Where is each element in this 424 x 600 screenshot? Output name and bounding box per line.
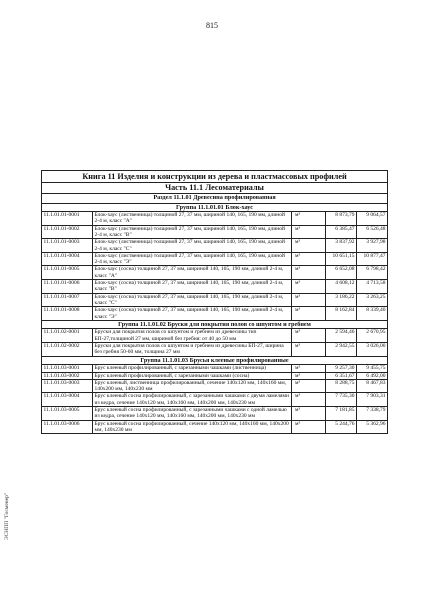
description-cell: Блок-хаус (лиственница) толщиной 27, 37 мм, шириной 140, 165, 190 мм, длиной 2-4 м, класс "В" — [93, 225, 292, 239]
resource-code-cell: 11.1.01.03-0002 — [42, 372, 93, 379]
unit-cell: м³ — [292, 239, 326, 253]
resource-code-cell: 11.1.01.02-0001 — [42, 329, 93, 343]
price-cell: 6 492,00 — [357, 372, 388, 379]
unit-cell: м³ — [292, 252, 326, 266]
description-cell: Блок-хаус (сосна) толщиной 27, 37 мм, шириной 140, 165, 190 мм, длиной 2-4 м, класс "С" — [93, 293, 292, 307]
group-title: Группа 11.1.01.01 Блок-хаус — [42, 203, 388, 212]
description-cell: Брус клееный сосна профилированный, сечение 140х120 мм, 140х160 мм, 140х200 мм, 140х230 мм — [93, 420, 292, 434]
price-cell: 9 455,75 — [357, 365, 388, 372]
unit-cell: м³ — [292, 307, 326, 321]
price-cell: 7 903,31 — [357, 393, 388, 407]
price-cell: 3 837,92 — [326, 239, 357, 253]
group-title-row — [42, 356, 388, 365]
resource-code-cell: 11.1.01.01-0005 — [42, 266, 93, 280]
description-cell: Брус клееный профилированный, с зарезанными чашками (лиственница) — [93, 365, 292, 372]
price-cell: 10 651,15 — [326, 252, 357, 266]
description-cell: Блок-хаус (лиственница) толщиной 27, 37 мм, шириной 140, 165, 190 мм, длиной 2-4 м, класс "А" — [93, 212, 292, 226]
price-cell: 2 670,95 — [357, 329, 388, 343]
table-row — [42, 212, 388, 226]
resource-code-cell: 11.1.01.01-0003 — [42, 239, 93, 253]
resource-code-cell: 11.1.01.03-0004 — [42, 393, 93, 407]
resource-code-cell: 11.1.01.03-0003 — [42, 379, 93, 393]
price-cell: 6 351,67 — [326, 372, 357, 379]
unit-cell: м³ — [292, 293, 326, 307]
resource-code-cell: 11.1.01.01-0002 — [42, 225, 93, 239]
price-cell: 8 873,79 — [326, 212, 357, 226]
price-cell: 7 181,85 — [326, 407, 357, 421]
price-cell: 7 735,30 — [326, 393, 357, 407]
price-cell: 8 339,40 — [357, 307, 388, 321]
price-table-body — [42, 171, 388, 434]
group-title: Группа 11.1.01.02 Бруски для покрытия полов со шпунтом и гребнем — [42, 320, 388, 329]
price-cell: 6 385,47 — [326, 225, 357, 239]
table-row — [42, 379, 388, 393]
description-cell: Блок-хаус (лиственница) толщиной 27, 37 мм, шириной 140, 165, 190 мм, длиной 2-4 м, класс "С" — [93, 239, 292, 253]
book-title: Книга 11 Изделия и конструкции из дерева и пластмассовых профилей — [42, 171, 388, 183]
table-row — [42, 343, 388, 357]
resource-code-cell: 11.1.01.01-0008 — [42, 307, 93, 321]
unit-cell: м³ — [292, 420, 326, 434]
price-cell: 8 288,75 — [326, 379, 357, 393]
description-cell: Брус клееный сосна профилированный, с зарезанными чашками с двумя ламелями из кедра, сечение 140х120 мм, 140х160 мм, 140х200 мм, 140х230 мм — [93, 393, 292, 407]
section-title-row — [42, 194, 388, 204]
unit-cell: м³ — [292, 407, 326, 421]
price-cell: 6 526,48 — [357, 225, 388, 239]
unit-cell: м³ — [292, 379, 326, 393]
table-row — [42, 393, 388, 407]
table-row — [42, 407, 388, 421]
price-cell: 3 026,00 — [357, 343, 388, 357]
resource-code-cell: 11.1.01.01-0001 — [42, 212, 93, 226]
resource-code-cell: 11.1.01.01-0007 — [42, 293, 93, 307]
description-cell: Брус клееный профилированный, с зарезанными чашками (сосна) — [93, 372, 292, 379]
page-number: 815 — [206, 21, 218, 30]
table-row — [42, 329, 388, 343]
price-cell: 3 186,22 — [326, 293, 357, 307]
table-row — [42, 420, 388, 434]
price-cell: 3 263,25 — [357, 293, 388, 307]
part-title: Часть 11.1 Лесоматериалы — [42, 183, 388, 194]
price-cell: 10 877,47 — [357, 252, 388, 266]
unit-cell: м³ — [292, 343, 326, 357]
table-row — [42, 293, 388, 307]
resource-code-cell: 11.1.01.01-0004 — [42, 252, 93, 266]
price-cell: 5 244,76 — [326, 420, 357, 434]
resource-code-cell: 11.1.01.01-0006 — [42, 280, 93, 294]
price-cell: 6 652,08 — [326, 266, 357, 280]
description-cell: Блок-хаус (сосна) толщиной 27, 37 мм, шириной 140, 165, 190 мм, длиной 2-4 м, класс "Э" — [93, 307, 292, 321]
unit-cell: м³ — [292, 280, 326, 294]
table-row — [42, 252, 388, 266]
resource-code-cell: 11.1.01.03-0005 — [42, 407, 93, 421]
description-cell: Брус клееный, лиственница профилированный, сечение 140х120 мм, 140х160 мм, 140х200 мм, 140х230 мм — [93, 379, 292, 393]
price-cell: 4 608,12 — [326, 280, 357, 294]
table-row — [42, 239, 388, 253]
section-title: Раздел 11.1.01 Древесина профилированная — [42, 194, 388, 204]
table-row — [42, 365, 388, 372]
price-cell: 9 064,57 — [357, 212, 388, 226]
unit-cell: м³ — [292, 393, 326, 407]
description-cell: Бруски для покрытия полов со шпунтом и гребнем из древесины тип БП-27,толщиной 27 мм, шириной без гребня: от 40 до 50 мм — [93, 329, 292, 343]
resource-code-cell: 11.1.01.03-0006 — [42, 420, 93, 434]
description-cell: Блок-хаус (сосна) толщиной 27, 37 мм, шириной 140, 165, 190 мм, длиной 2-4 м, класс "А" — [93, 266, 292, 280]
resource-code-cell: 11.1.01.03-0001 — [42, 365, 93, 372]
unit-cell: м³ — [292, 212, 326, 226]
price-cell: 8 162,84 — [326, 307, 357, 321]
unit-cell: м³ — [292, 266, 326, 280]
part-title-row — [42, 183, 388, 194]
description-cell: Брус клееный сосна профилированный, с зарезанными чашками с одной ламелью из кедра, сечение 140х120 мм, 140х160 мм, 140х200 мм, 140х230 мм — [93, 407, 292, 421]
unit-cell: м³ — [292, 372, 326, 379]
price-cell: 4 713,58 — [357, 280, 388, 294]
table-row — [42, 372, 388, 379]
price-table — [41, 170, 388, 434]
price-cell: 2 594,46 — [326, 329, 357, 343]
unit-cell: м³ — [292, 365, 326, 372]
group-title-row — [42, 203, 388, 212]
table-row — [42, 266, 388, 280]
sidebar-watermark: ЭСНПП "Госменер" — [4, 492, 10, 540]
price-cell: 6 798,42 — [357, 266, 388, 280]
unit-cell: м³ — [292, 329, 326, 343]
book-title-row — [42, 171, 388, 183]
price-cell: 8 467,83 — [357, 379, 388, 393]
table-row — [42, 225, 388, 239]
resource-code-cell: 11.1.01.02-0002 — [42, 343, 93, 357]
description-cell: Бруски для покрытия полов со шпунтом и гребнем из древесины БП-27, ширина без гребня 50-60 мм, толщина 27 мм — [93, 343, 292, 357]
table-row — [42, 280, 388, 294]
table-row — [42, 307, 388, 321]
price-cell: 3 927,98 — [357, 239, 388, 253]
group-title-row — [42, 320, 388, 329]
price-cell: 9 257,30 — [326, 365, 357, 372]
unit-cell: м³ — [292, 225, 326, 239]
price-cell: 5 362,96 — [357, 420, 388, 434]
description-cell: Блок-хаус (сосна) толщиной 27, 37 мм, шириной 140, 165, 190 мм, длиной 2-4 м, класс "В" — [93, 280, 292, 294]
price-cell: 7 338,79 — [357, 407, 388, 421]
price-cell: 2 942,55 — [326, 343, 357, 357]
description-cell: Блок-хаус (лиственница) толщиной 27, 37 мм, шириной 140, 165, 190 мм, длиной 2-4 м, класс "Э" — [93, 252, 292, 266]
group-title: Группа 11.1.01.03 Брусья клееные профилированные — [42, 356, 388, 365]
